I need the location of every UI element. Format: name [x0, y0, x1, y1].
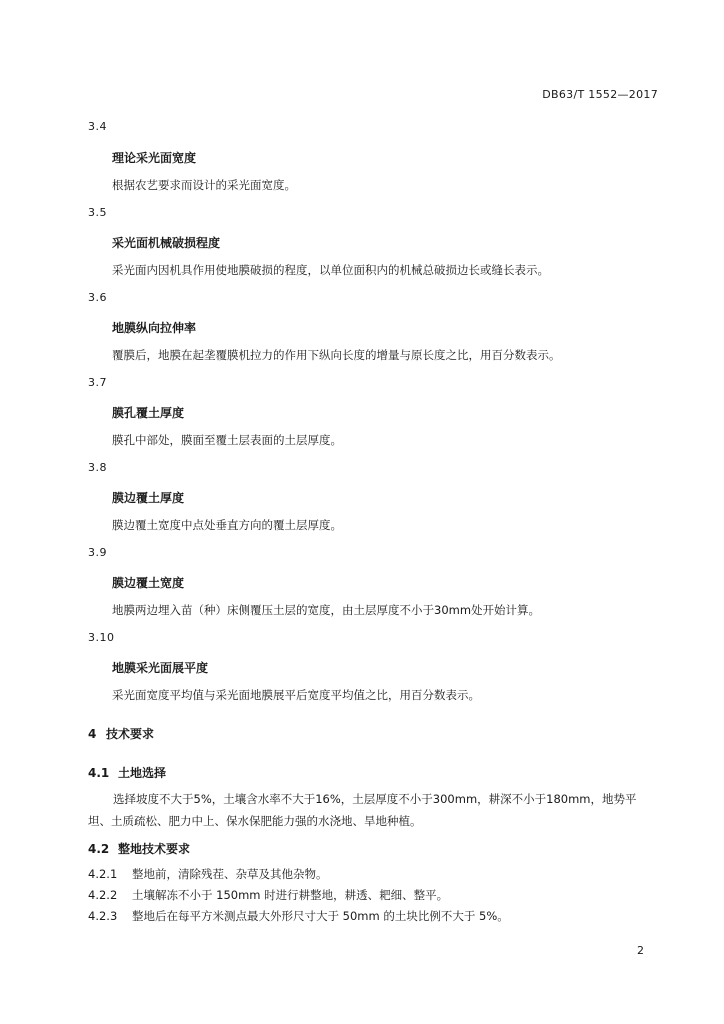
- term-number: 3.9: [88, 546, 107, 559]
- term-title: 膜孔覆土厚度: [112, 406, 185, 420]
- subsection-title: 整地技术要求: [118, 842, 191, 856]
- term-title: 膜边覆土厚度: [112, 491, 185, 505]
- section-heading: [88, 725, 154, 742]
- subsection-heading: [88, 764, 166, 781]
- term-definition: 膜孔中部处，膜面至覆土层表面的土层厚度。: [112, 433, 342, 447]
- term-title: 地膜纵向拉伸率: [112, 321, 197, 335]
- page-number: 2: [637, 944, 644, 957]
- paragraph: 选择坡度不大于5%，土壤含水率不大于16%，土层厚度不小于300mm，耕深不小于180mm，地势平坦、土质疏松、肥力中上、保水保肥能力强的水浇地、旱地种植。: [88, 792, 637, 828]
- clause-number: 4.2.2: [88, 888, 118, 902]
- term-title: 采光面机械破损程度: [112, 236, 221, 250]
- clause-text: 土壤解冻不小于 150mm 时进行耕整地，耕透、耙细、整平。: [132, 888, 449, 902]
- clause-item: [88, 887, 448, 903]
- clause-number: 4.2.3: [88, 909, 118, 923]
- term-number: 3.5: [88, 206, 107, 219]
- term-number: 3.4: [88, 120, 107, 133]
- document-code: DB63/T 1552—2017: [542, 88, 658, 101]
- term-definition: 膜边覆土宽度中点处垂直方向的覆土层厚度。: [112, 518, 342, 532]
- term-number: 3.8: [88, 461, 107, 474]
- term-number: 3.6: [88, 291, 107, 304]
- term-title: 理论采光面宽度: [112, 151, 197, 165]
- subsection-number: 4.2: [88, 842, 110, 856]
- section-number: 4: [88, 727, 97, 741]
- clause-text: 整地后在每平方米测点最大外形尺寸大于 50mm 的土块比例不大于 5%。: [132, 909, 509, 923]
- term-title: 地膜采光面展平度: [112, 661, 209, 675]
- clause-item: [88, 908, 509, 924]
- subsection-number: 4.1: [88, 766, 110, 780]
- term-number: 3.10: [88, 631, 115, 644]
- section-title: 技术要求: [106, 727, 155, 741]
- term-definition: 采光面宽度平均值与采光面地膜展平后宽度平均值之比，用百分数表示。: [112, 688, 480, 702]
- term-number: 3.7: [88, 376, 107, 389]
- subsection-title: 土地选择: [118, 766, 167, 780]
- term-definition: 采光面内因机具作用使地膜破损的程度，以单位面积内的机械总破损边长或缝长表示。: [112, 263, 549, 277]
- subsection-heading: [88, 840, 190, 857]
- term-definition: 覆膜后，地膜在起垄覆膜机拉力的作用下纵向长度的增量与原长度之比，用百分数表示。: [112, 348, 561, 362]
- clause-number: 4.2.1: [88, 867, 118, 881]
- term-definition: 根据农艺要求而设计的采光面宽度。: [112, 178, 296, 192]
- term-definition: 地膜两边埋入苗（种）床侧覆压土层的宽度，由土层厚度不小于30mm处开始计算。: [112, 603, 541, 617]
- clause-text: 整地前，清除残茬、杂草及其他杂物。: [132, 867, 328, 881]
- term-title: 膜边覆土宽度: [112, 576, 185, 590]
- clause-item: [88, 866, 328, 882]
